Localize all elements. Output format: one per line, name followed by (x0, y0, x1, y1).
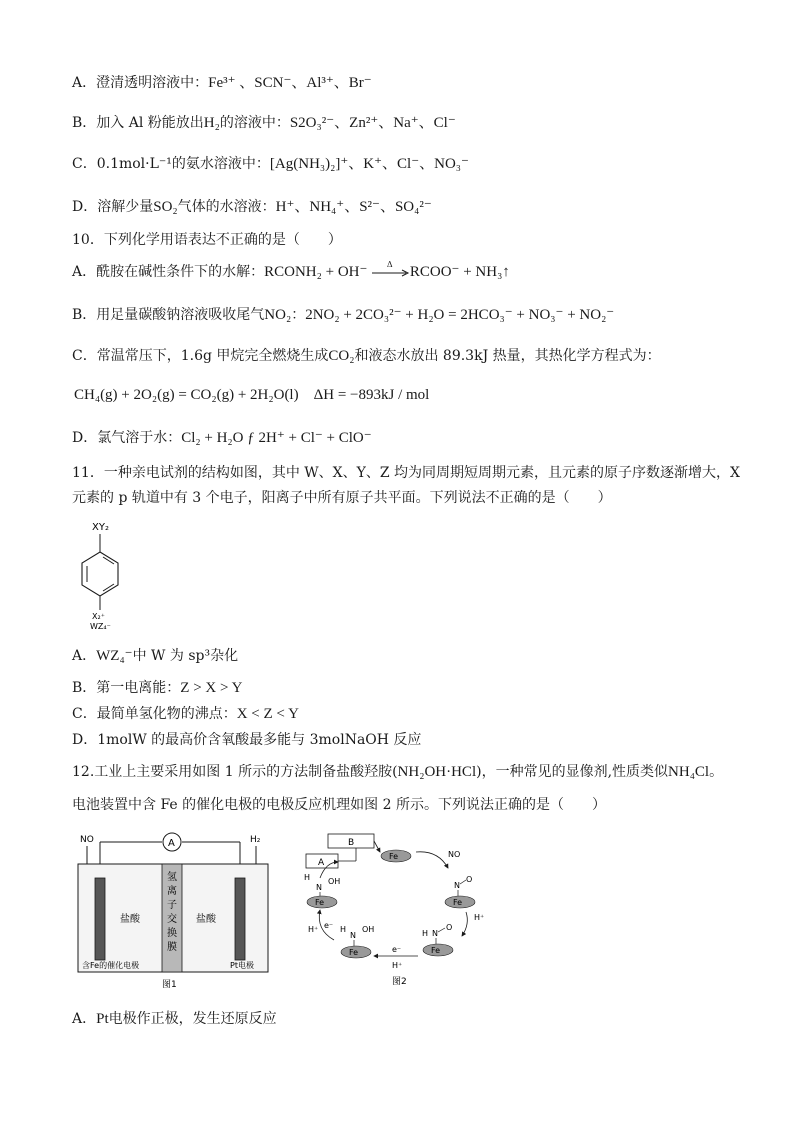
q9-option-a (72, 73, 372, 93)
h2-formula: H₂ (203, 115, 220, 131)
left-electrode-label: 含Fe的催化电极 (82, 961, 140, 970)
right-electrode-label: Pt电极 (230, 961, 254, 970)
option-label: A．酰胺在碱性条件下的水解： (72, 264, 265, 280)
option-label: C．常温常压下，1.6g 甲烷完全燃烧生成 (72, 348, 329, 364)
membrane-char: 离 (167, 886, 177, 897)
hydroxylamine-hcl-formula: NH₂OH·HCl (397, 764, 477, 780)
n-label: N (350, 931, 356, 940)
reaction-arrow (372, 260, 410, 279)
ion-formula: WZ₄⁻ (96, 648, 133, 664)
membrane-char: 氢 (167, 872, 177, 883)
q9-option-b (72, 113, 456, 133)
pt-symbol: Pt (96, 1011, 109, 1027)
equation: Cl₂ + H₂O ƒ 2H⁺ + Cl⁻ + ClO⁻ (181, 430, 372, 446)
option-text: 电极作正极，发生还原反应 (108, 1011, 277, 1027)
q11-option-a (72, 646, 238, 666)
option-label: C．0.1mol·L⁻¹的氨水溶液中： (72, 156, 270, 172)
q11-stem-line2: 元素的 p 轨道中有 3 个电子，阳离子中所有原子共平面。下列说法不正确的是（ ） (72, 490, 612, 506)
q12-option-a (72, 1009, 277, 1029)
figure-1-caption: 图1 (162, 980, 177, 990)
q12-stem-line1 (72, 762, 723, 782)
option-label: A． (72, 1011, 97, 1027)
membrane-char: 换 (167, 928, 177, 939)
h-label: H (422, 929, 429, 938)
electron-label: e⁻ (392, 945, 402, 954)
option-text: 中 W 为 sp³杂化 (132, 648, 239, 664)
q10-option-c (72, 346, 661, 366)
comparison: X < Z < Y (236, 706, 299, 722)
q10-thermo-equation: CH₄(g) + 2O₂(g) = CO₂(g) + 2H₂O(l) ΔH = −893kJ / mol (74, 387, 430, 403)
q11-option-c (72, 704, 299, 724)
electron-label: e⁻ (324, 921, 334, 930)
stem-text: )，一种常见的显像剂,性质类似 (476, 764, 669, 780)
bottom-substituent: X₂⁺ (92, 612, 105, 621)
equation-right: RCOO⁻ + NH₃↑ (409, 264, 510, 280)
fe-label: Fe (349, 948, 359, 957)
left-acid-label: 盐酸 (120, 914, 140, 925)
heat-condition: Δ (386, 260, 393, 269)
so2-formula: SO₂ (153, 199, 178, 215)
option-text: 气体的水溶液： (177, 199, 276, 215)
ion-list: [Ag(NH₃)₂]⁺、K⁺、Cl⁻、NO₃⁻ (269, 156, 469, 172)
q11-structure-figure (72, 518, 152, 630)
figure-2-caption: 图2 (392, 977, 407, 987)
oh-label: OH (362, 925, 375, 934)
nh4cl-formula: NH₄Cl (668, 764, 710, 780)
h-label: H (304, 873, 311, 882)
n-label: N (316, 883, 322, 892)
equation-left: RCONH₂ + OH⁻ (264, 264, 368, 280)
box-b-label: B (348, 838, 355, 848)
option-label: A． (72, 648, 97, 664)
option-label: D．溶解少量 (72, 199, 154, 215)
proton-label: H⁺ (308, 925, 319, 934)
stem-text: 。 (709, 764, 724, 780)
co2-formula: CO₂ (328, 348, 355, 364)
h2-outlet-label: H₂ (250, 835, 261, 845)
mechanism-diagram (298, 832, 498, 992)
q9-option-d (72, 197, 432, 217)
h-label: H (340, 925, 347, 934)
fe-electrode (95, 878, 105, 960)
n-label: N (432, 929, 438, 938)
q10-option-b (72, 305, 614, 325)
ion-list: H⁺、NH₄⁺、S²⁻、SO₄²⁻ (275, 199, 432, 215)
figure-1-cell (74, 826, 284, 992)
option-label: B．加入 Al 粉能放出 (72, 115, 204, 131)
comparison: Z > X > Y (180, 680, 243, 696)
stem-text: 12.工业上主要采用如图 1 所示的方法制备盐酸羟胺( (72, 764, 398, 780)
o-label: O (446, 923, 453, 932)
right-acid-label: 盐酸 (196, 914, 216, 925)
option-label: C．最简单氢化物的沸点： (72, 706, 237, 722)
q11-option-d: D．1molW 的最高价含氧酸最多能与 3molNaOH 反应 (72, 732, 422, 748)
option-text: 和液态水放出 89.3kJ 热量，其热化学方程式为： (354, 348, 661, 364)
no-inlet-label: NO (80, 835, 94, 845)
option-label: D．氯气溶于水： (72, 430, 182, 446)
q10-option-a (72, 262, 510, 282)
fe-label: Fe (453, 898, 463, 907)
q12-stem-line2: 电池装置中含 Fe 的催化电极的电极反应机理如图 2 所示。下列说法正确的是（ ） (72, 797, 606, 813)
o-label: O (466, 875, 473, 884)
q10-option-d (72, 428, 372, 448)
q9-option-c (72, 154, 469, 174)
n-label: N (454, 881, 460, 890)
cell-diagram (74, 826, 284, 992)
ammeter-label: A (168, 838, 175, 849)
proton-label: H⁺ (392, 961, 403, 970)
proton-label: H⁺ (474, 913, 485, 922)
box-a-label: A (318, 858, 325, 868)
top-substituent: XY₂ (92, 522, 109, 533)
option-label: B．第一电离能： (72, 680, 181, 696)
option-text: 的溶液中： (219, 115, 290, 131)
figure-2-mechanism (298, 832, 498, 992)
benzene-ring-diagram (72, 518, 152, 630)
equation: 2NO₂ + 2CO₃²⁻ + H₂O = 2HCO₃⁻ + NO₃⁻ + NO₂⁻ (305, 307, 615, 323)
colon: ： (291, 307, 306, 323)
q11-stem-line1: 11．一种亲电试剂的结构如图，其中 W、X、Y、Z 均为同周期短周期元素，且元素的原子序数逐渐增大，X (72, 465, 741, 481)
ion-list: Fe³⁺ 、SCN⁻、Al³⁺、Br⁻ (208, 75, 372, 91)
ion-list: S2O₃²⁻、Zn²⁺、Na⁺、Cl⁻ (289, 115, 456, 131)
membrane-char: 膜 (167, 942, 177, 953)
fe-label: Fe (389, 852, 399, 861)
arrow-icon (372, 265, 410, 279)
option-label: A．澄清透明溶液中： (72, 75, 209, 91)
no2-formula: NO₂ (264, 307, 292, 323)
fe-label: Fe (431, 946, 441, 955)
counter-anion: WZ₄⁻ (90, 622, 111, 630)
pt-electrode (235, 878, 245, 960)
q11-option-b (72, 678, 243, 698)
oh-label: OH (328, 877, 341, 886)
membrane-char: 交 (167, 914, 177, 925)
q10-stem: 10．下列化学用语表达不正确的是（ ） (72, 232, 342, 248)
no-label: NO (448, 850, 461, 859)
fe-label: Fe (315, 898, 325, 907)
option-label: B．用足量碳酸钠溶液吸收尾气 (72, 307, 265, 323)
membrane-char: 子 (167, 900, 177, 911)
